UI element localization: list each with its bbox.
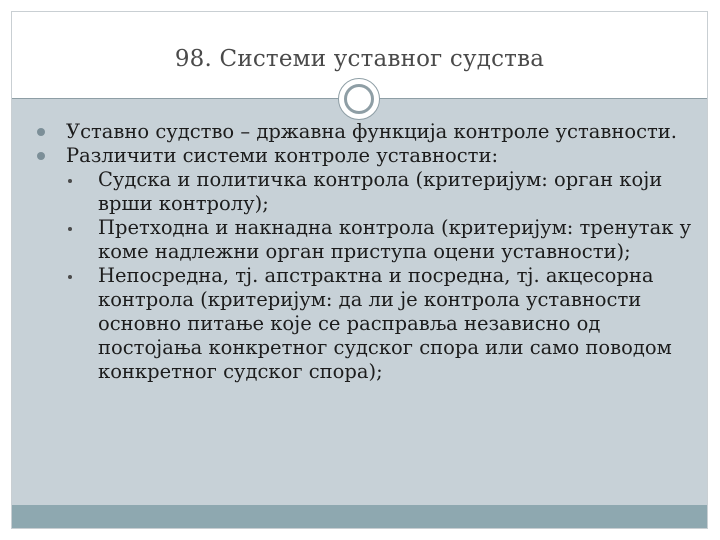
ring-inner: [344, 84, 374, 114]
sub-bullet-text: Претходна и накнадна контрола (критеријум: тренутак у коме надлежни орган приступа оцени уставности);: [98, 216, 692, 263]
sub-bullet-text: Судска и политичка контрола (критеријум: орган који врши контролу);: [98, 168, 663, 215]
sub-bullet-item: [12, 264, 702, 384]
sub-bullet-icon: [68, 179, 72, 183]
bullet-item: [12, 120, 702, 144]
bullet-icon: [37, 152, 45, 160]
sub-bullet-text: Непосредна, тј. апстрактна и посредна, тј. акцесорна контрола (критеријум: да ли је контрола уставности основно питање које се расправља независно од постојања конкретног судског спора или само поводом конкретног судског спора);: [98, 264, 672, 383]
slide-title: 98. Системи уставног судства: [174, 46, 545, 72]
sub-bullet-icon: [68, 275, 72, 279]
sub-bullet-item: [12, 168, 702, 216]
sub-bullet-item: [12, 216, 702, 264]
bullet-text: Различити системи контроле уставности:: [66, 144, 499, 167]
bullet-text: Уставно судство – државна функција контроле уставности.: [66, 120, 677, 143]
footer-bar: [12, 505, 707, 528]
sub-bullet-icon: [68, 227, 72, 231]
bullet-item: [12, 144, 702, 168]
ring-ornament-icon: [338, 78, 380, 120]
slide-content: [12, 120, 702, 384]
bullet-icon: [37, 128, 45, 136]
